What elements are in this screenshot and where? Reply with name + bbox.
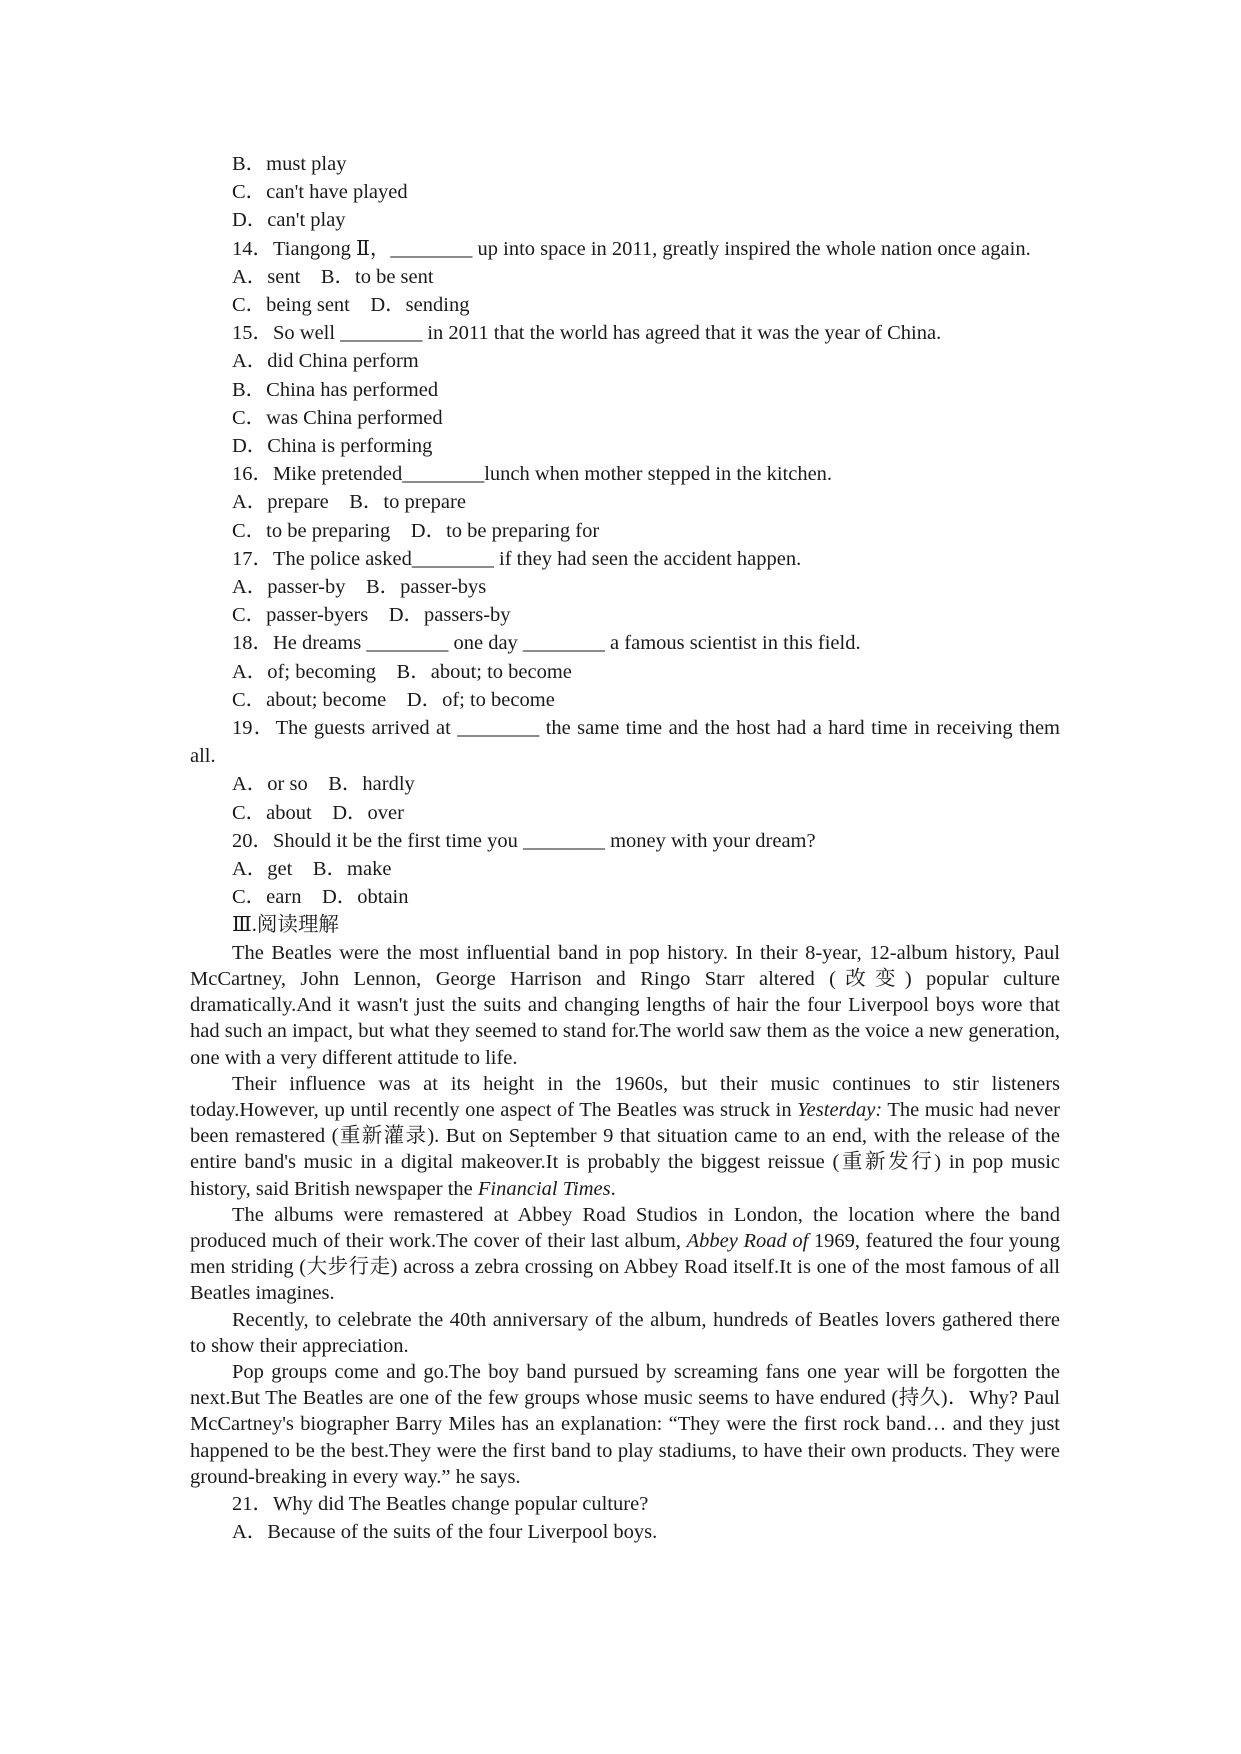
- question-20: 20．Should it be the first time you ________ money with your dream?: [232, 829, 816, 852]
- q15-option-d: D．China is performing: [232, 435, 433, 458]
- q15-option-b: B．China has performed: [232, 378, 439, 401]
- p3-text-b: 1969, featured the four young men striding (大步行走) across a zebra crossing on Abbey Road itself.It is one of the most famous of all Beatles imagines.: [190, 1229, 1061, 1305]
- q16-options-ab: A．prepare B．to prepare: [232, 491, 466, 514]
- p3-italic-abbey-road: Abbey Road of: [686, 1229, 809, 1252]
- q15-option-a: A．did China perform: [232, 350, 419, 373]
- option-c-q13: C．can't have played: [232, 181, 408, 204]
- passage-paragraph-5: Pop groups come and go.The boy band pursued by screaming fans one year will be forgotten the next.But The Beatles are one of the few groups whose music seems to have endured (持久)．Why? Paul McCartney's biographer Barry Miles has an explanation: “They were the first rock band… and they just happened to be the best.They were the first band to play stadiums, to have their own products. They were ground-breaking in every way.” he says.: [190, 1360, 1060, 1488]
- passage-paragraph-3: [190, 1202, 1060, 1307]
- question-15: 15．So well ________ in 2011 that the world has agreed that it was the year of China.: [232, 322, 942, 345]
- p2-text-b: The music had never been remastered (重新灌录). But on September 9 that situation came to an end, with the release of the entire band's music in a digital makeover.It is probably the biggest reissue (重新发行) in pop music history, said British newspaper the: [190, 1098, 1060, 1200]
- q14-options-ab: A．sent B．to be sent: [232, 265, 434, 288]
- q18-options-ab: A．of; becoming B．about; to become: [232, 660, 572, 683]
- q19-options-ab: A．or so B．hardly: [232, 773, 415, 796]
- option-b-q13: B．must play: [232, 153, 347, 175]
- q20-options-ab: A．get B．make: [232, 858, 392, 881]
- question-18: 18．He dreams ________ one day ________ a famous scientist in this field.: [232, 632, 861, 655]
- question-19: 19．The guests arrived at ________ the same time and the host had a hard time in receiving them all.: [190, 717, 1060, 768]
- question-17: 17．The police asked________ if they had seen the accident happen.: [232, 547, 802, 570]
- q14-options-cd: C．being sent D．sending: [232, 294, 470, 317]
- q18-options-cd: C．about; become D．of; to become: [232, 688, 555, 711]
- p2-italic-financial-times: Financial Times: [477, 1177, 611, 1200]
- q20-options-cd: C．earn D．obtain: [232, 886, 409, 909]
- q17-options-ab: A．passer-by B．passer-bys: [232, 576, 487, 599]
- question-21: 21．Why did The Beatles change popular culture?: [232, 1492, 649, 1515]
- p2-text-a: Their influence was at its height in the 1960s, but their music continues to stir listeners today.However, up until recently one aspect of The Beatles was struck in: [190, 1072, 1060, 1121]
- document-page: [190, 150, 1060, 1546]
- passage-paragraph-4: Recently, to celebrate the 40th anniversary of the album, hundreds of Beatles lovers gathered there to show their appreciation.: [190, 1308, 1060, 1357]
- q19-options-cd: C．about D．over: [232, 801, 404, 824]
- p2-text-c: .: [610, 1177, 616, 1200]
- passage-paragraph-2: [190, 1071, 1060, 1202]
- p3-text-a: The albums were remastered at Abbey Road Studios in London, the location where the band produced much of their work.The cover of their last album,: [190, 1203, 1060, 1252]
- p2-italic-yesterday: Yesterday:: [797, 1098, 883, 1121]
- passage-paragraph-1: The Beatles were the most influential band in pop history. In their 8-year, 12-album history, Paul McCartney, John Lennon, George Harrison and Ringo Starr altered (改变) popular culture dramatically.And it wasn't just the suits and changing lengths of hair the four Liverpool boys wore that had such an impact, but what they seemed to stand for.The world saw them as the voice a new generation, one with a very different attitude to life.: [190, 941, 1060, 1069]
- question-14: 14．Tiangong Ⅱ，________ up into space in 2011, greatly inspired the whole nation once again.: [232, 237, 1031, 260]
- q15-option-c: C．was China performed: [232, 406, 443, 429]
- q16-options-cd: C．to be preparing D．to be preparing for: [232, 519, 600, 542]
- q17-options-cd: C．passer-byers D．passers-by: [232, 604, 511, 627]
- q21-option-a: A．Because of the suits of the four Liverpool boys.: [232, 1521, 658, 1544]
- section-heading-reading: Ⅲ.阅读理解: [232, 914, 339, 937]
- option-d-q13: D．can't play: [232, 209, 346, 232]
- question-16: 16．Mike pretended________lunch when mother stepped in the kitchen.: [232, 463, 833, 486]
